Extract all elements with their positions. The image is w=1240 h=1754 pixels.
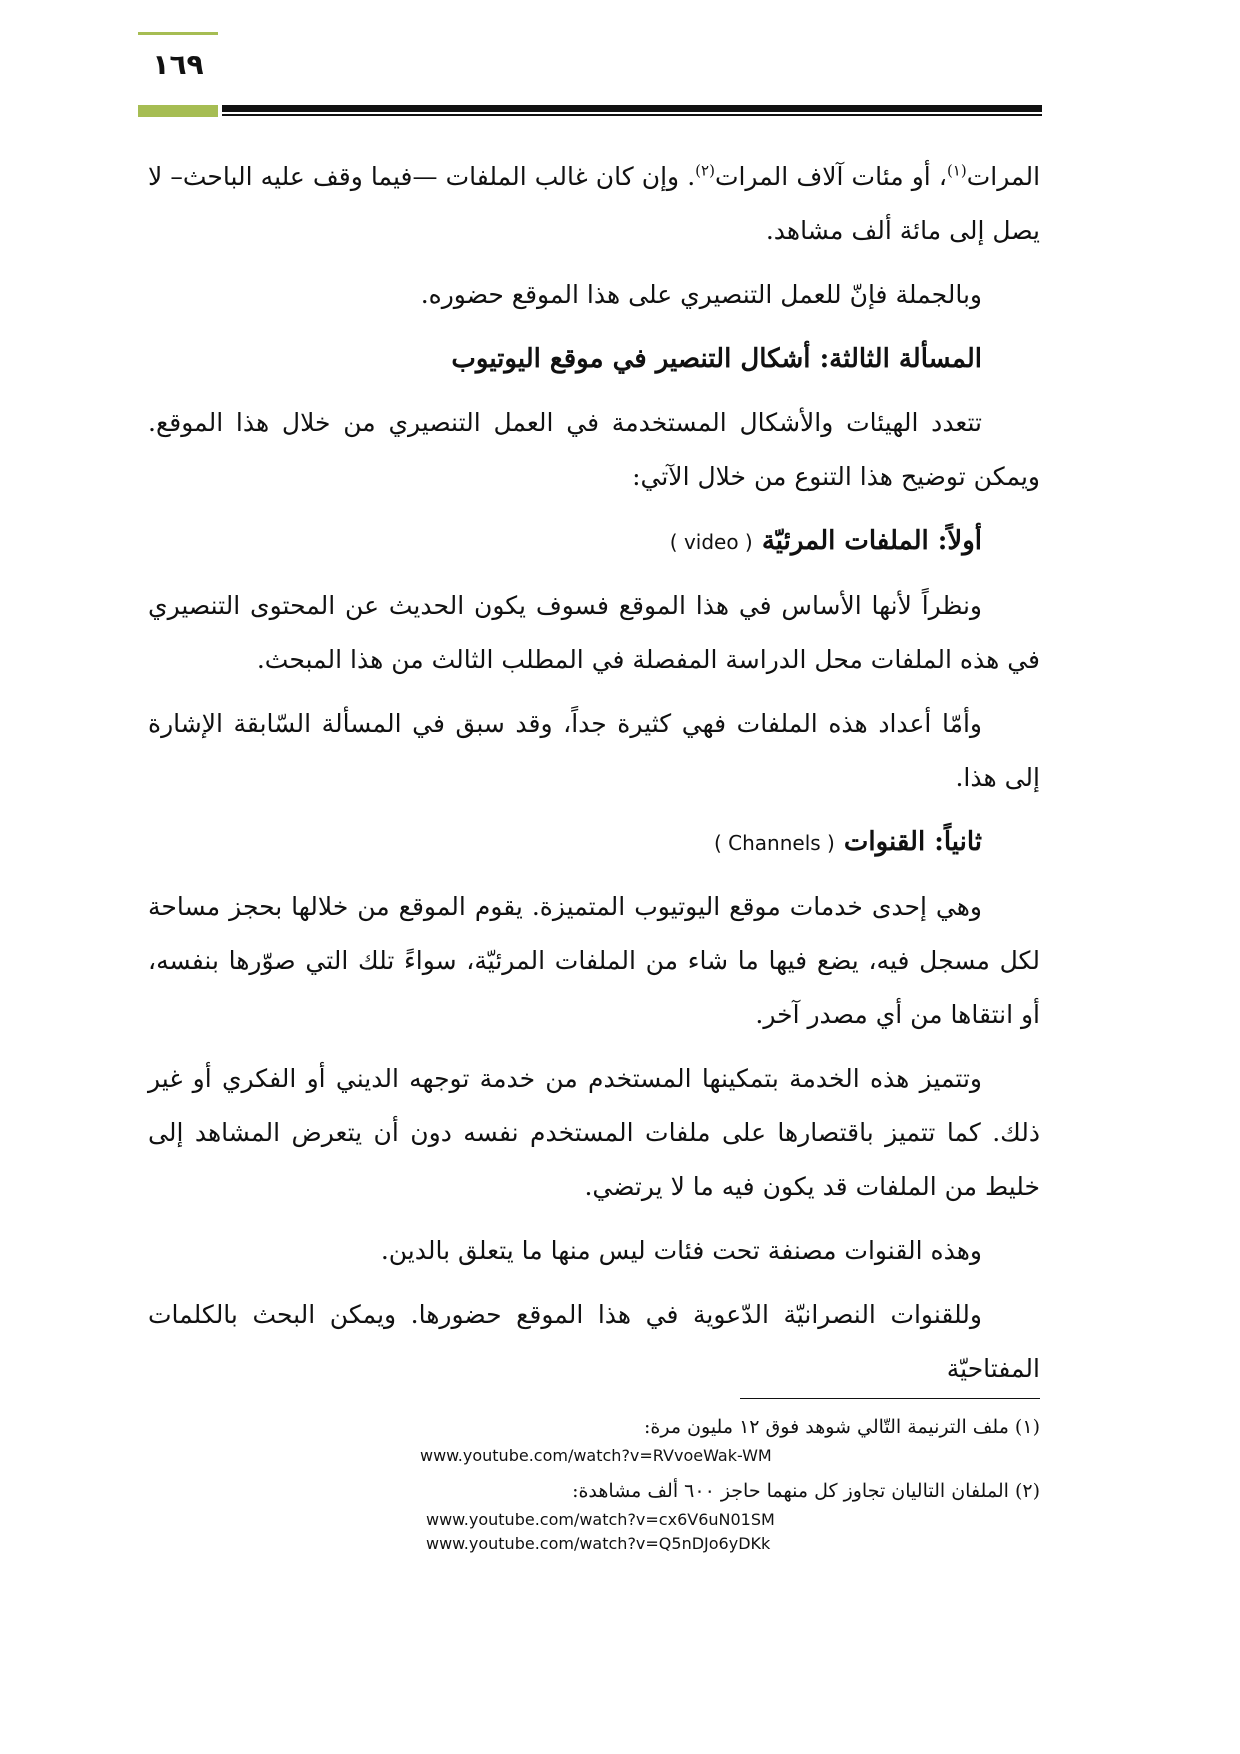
footnote-ref-1[interactable]: (١) xyxy=(946,161,967,180)
footnote-ref-2[interactable]: (٢) xyxy=(695,161,715,180)
footnote-separator xyxy=(740,1398,1040,1399)
paragraph-6: وهي إحدى خدمات موقع اليوتيوب المتميزة. يقوم الموقع من خلالها بحجز مساحة لكل مسجل فيه، يضع فيها ما شاء من الملفات المرئيّة، سواءً تلك التي صوّرها بنفسه، أو انتقاها من أي مصدر آخر. xyxy=(148,892,1040,1029)
footnotes xyxy=(148,1410,1040,1556)
page-number: ١٦٩ xyxy=(152,48,204,81)
header-green-bar xyxy=(138,105,218,117)
subheading-channels: ثانياً: القنوات ( Channels ) xyxy=(713,827,982,857)
subheading-videos-latin: ( video ) xyxy=(669,530,753,554)
footnote-2: (٢) الملفان التاليان تجاوز كل منهما حاجز ٦٠٠ ألف مشاهدة: xyxy=(572,1480,1040,1502)
paragraph-8: وهذه القنوات مصنفة تحت فئات ليس منها ما يتعلق بالدين. xyxy=(380,1236,982,1265)
paragraph-3: تتعدد الهيئات والأشكال المستخدمة في العمل التنصيري من خلال هذا الموقع. ويمكن توضيح هذا التنوع من خلال الآتي: xyxy=(148,408,1040,491)
footnote-2-link-1[interactable]: www.youtube.com/watch?v=cx6V6uN01SM xyxy=(426,1510,775,1529)
paragraph-7: وتتميز هذه الخدمة بتمكينها المستخدم من خدمة توجهه الديني أو الفكري أو غير ذلك. كما تتميز باقتصارها على ملفات المستخدم نفسه دون أن يتعرض المشاهد إلى خليط من الملفات قد يكون فيه ما لا يرتضي. xyxy=(148,1064,1040,1201)
paragraph-2: وبالجملة فإنّ للعمل التنصيري على هذا الموقع حضوره. xyxy=(420,280,982,309)
subheading-channels-latin: ( Channels ) xyxy=(713,831,835,855)
section-heading-3: المسألة الثالثة: أشكال التنصير في موقع اليوتيوب xyxy=(451,344,982,374)
subheading-videos: أولاً: الملفات المرئيّة ( video ) xyxy=(669,526,982,556)
header-rule-thin xyxy=(222,114,1042,116)
footnote-2-link-2[interactable]: www.youtube.com/watch?v=Q5nDJo6yDKk xyxy=(426,1534,771,1553)
footnote-1-link[interactable]: www.youtube.com/watch?v=RVvoeWak-WM xyxy=(420,1446,772,1465)
paragraph-4: ونظراً لأنها الأساس في هذا الموقع فسوف يكون الحديث عن المحتوى التنصيري في هذه الملفات محل الدراسة المفصلة في المطلب الثالث من هذا المبحث. xyxy=(148,591,1040,674)
header-rule xyxy=(222,105,1042,112)
footnote-1: (١) ملف الترنيمة التّالي شوهد فوق ١٢ مليون مرة: xyxy=(644,1416,1040,1438)
paragraph-1: المرات$^{(١)}$، أو مئات آلاف المرات$^{(٢)}$. وإن كان غالب الملفات —فيما وقف عليه الباحث– لا يصل إلى مائة ألف مشاهد. xyxy=(148,161,1041,245)
paragraph-9: وللقنوات النصرانيّة الدّعوية في هذا الموقع حضورها. ويمكن البحث بالكلمات المفتاحيّة xyxy=(148,1300,1040,1383)
paragraph-5: وأمّا أعداد هذه الملفات فهي كثيرة جداً، وقد سبق في المسألة السّابقة الإشارة إلى هذا. xyxy=(148,709,1040,792)
body-text xyxy=(148,150,1040,1406)
header-top-accent xyxy=(138,32,218,35)
